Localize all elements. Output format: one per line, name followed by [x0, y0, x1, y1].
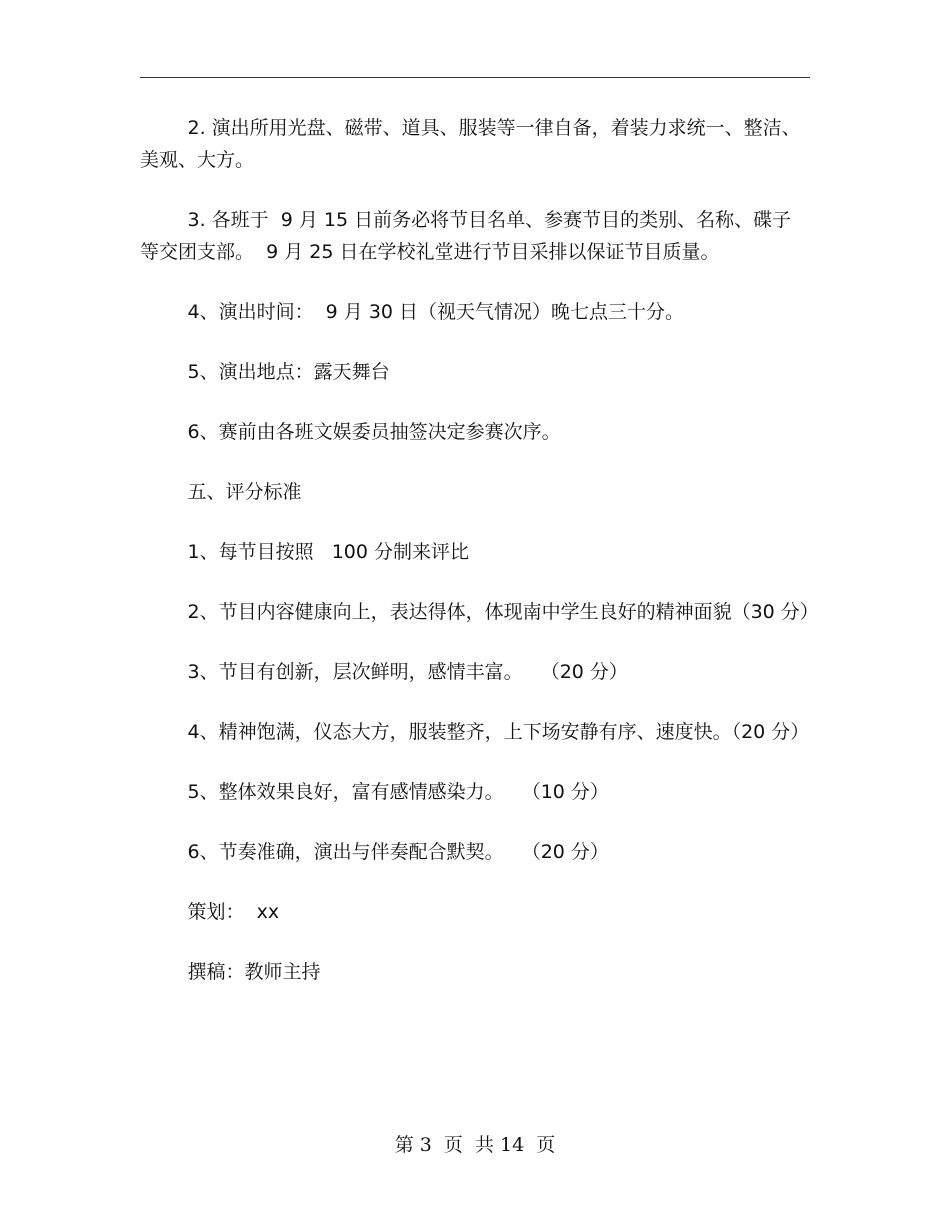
- scoring-item-1: 1、每节目按照 100 分制来评比: [187, 541, 470, 563]
- page-footer: 第 3 页 共 14 页: [394, 1134, 556, 1156]
- paragraph-time: 4、演出时间： 9 月 30 日（视天气情况）晚七点三十分。: [187, 301, 685, 323]
- scoring-item-3: 3、节目有创新，层次鲜明，感情丰富。 （20 分）: [187, 661, 628, 683]
- writer-line: 撰稿：教师主持: [187, 961, 321, 983]
- paragraph-order: 6、赛前由各班文娱委员抽签决定参赛次序。: [187, 421, 561, 443]
- scoring-item-5: 5、整体效果良好，富有感情感染力。 （10 分）: [187, 781, 609, 803]
- paragraph-submission: 3. 各班于 9 月 15 日前务必将节目名单、参赛节目的类别、名称、碟子等交团支部。 9 月 25 日在学校礼堂进行节目采排以保证节目质量。: [140, 209, 792, 263]
- header-rule: [140, 77, 810, 78]
- section-heading-scoring: 五、评分标准: [187, 481, 302, 503]
- scoring-item-6: 6、节奏准确，演出与伴奏配合默契。 （20 分）: [187, 841, 609, 863]
- scoring-item-4: 4、精神饱满，仪态大方，服装整齐，上下场安静有序、速度快。（20 分）: [187, 721, 810, 743]
- document-body: [140, 112, 819, 1016]
- paragraph-props: 2. 演出所用光盘、磁带、道具、服装等一律自备，着装力求统一、整洁、美观、大方。: [140, 117, 801, 171]
- scoring-item-2: 2、节目内容健康向上，表达得体，体现南中学生良好的精神面貌（30 分）: [187, 601, 819, 623]
- paragraph-venue: 5、演出地点：露天舞台: [187, 361, 390, 383]
- planner-line: 策划： xx: [187, 901, 280, 923]
